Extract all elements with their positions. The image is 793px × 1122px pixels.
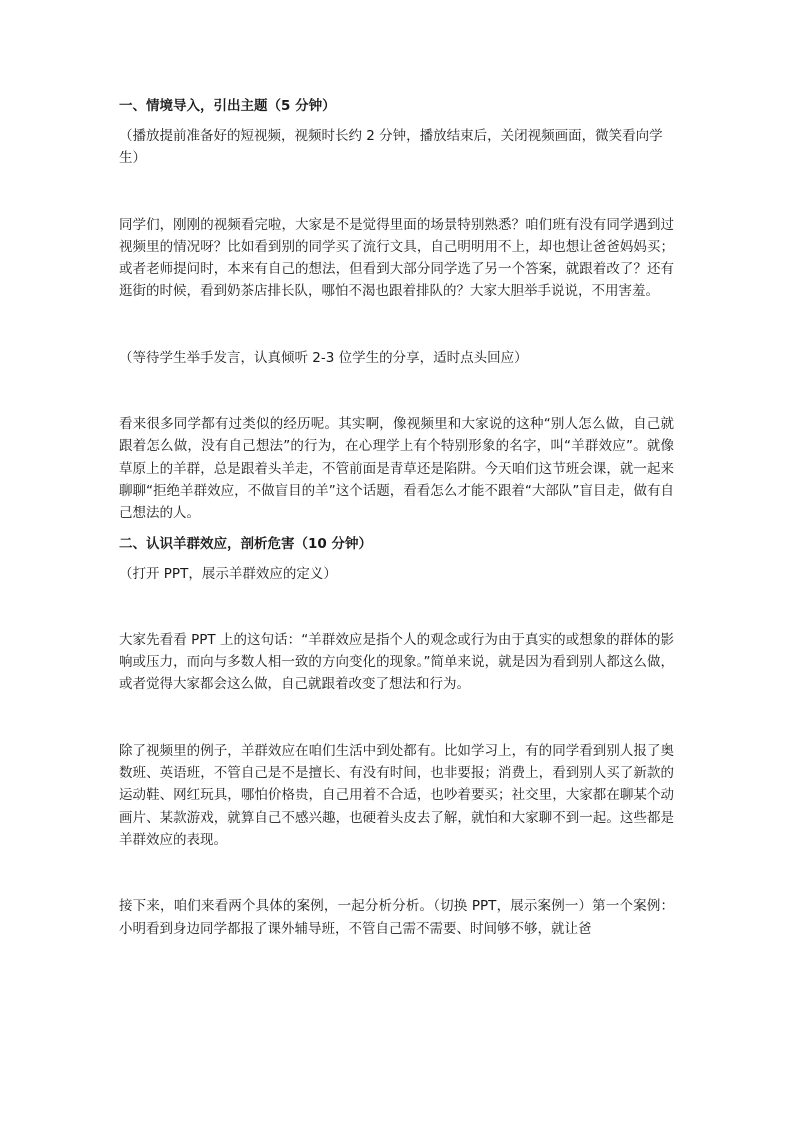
section-2-paragraph-2: 除了视频里的例子，羊群效应在咱们生活中到处都有。比如学习上，有的同学看到别人报了奥数班、英语班，不管自己是不是擅长、有没有时间，也非要报；消费上，看到别人买了新款的运动鞋、网红玩具，哪怕价格贵，自己用着不合适，也吵着要买；社交里，大家都在聊某个动画片、某款游戏，就算自己不感兴趣，也硬着头皮去了解，就怕和大家聊不到一起。这些都是羊群效应的表现。 (119, 742, 674, 848)
section-1-stage-note-1: （播放提前准备好的短视频，视频时长约 2 分钟，播放结束后，关闭视频画面，微笑看向学生） (119, 128, 663, 167)
section-1-stage-note-2: （等待学生举手发言，认真倾听 2-3 位学生的分享，适时点头回应） (119, 349, 528, 366)
section-2-paragraph-1: 大家先看看 PPT 上的这句话：“羊群效应是指个人的观念或行为由于真实的或想象的群体的影响或压力，而向与多数人相一致的方向变化的现象。”简单来说，就是因为看到别人都这么做，或者觉得大家都会这么做，自己就跟着改变了想法和行为。 (119, 631, 674, 693)
section-1-paragraph-2: 看来很多同学都有过类似的经历呢。其实啊，像视频里和大家说的这种“别人怎么做，自己就跟着怎么做，没有自己想法”的行为，在心理学上有个特别形象的名字，叫“羊群效应”。就像草原上的羊群，总是跟着头羊走，不管前面是青草还是陷阱。今天咱们这节班会课，就一起来聊聊“拒绝羊群效应，不做盲目的羊”这个话题，看看怎么才能不跟着“大部队”盲目走，做有自己想法的人。 (119, 416, 674, 522)
section-1-heading: 一、情境导入，引出主题（5 分钟） (119, 98, 336, 114)
section-2-stage-note-1: （打开 PPT，展示羊群效应的定义） (119, 565, 337, 582)
section-1-paragraph-1: 同学们，刚刚的视频看完啦，大家是不是觉得里面的场景特别熟悉？咱们班有没有同学遇到过视频里的情况呀？比如看到别的同学买了流行文具，自己明明用不上，却也想让爸爸妈妈买；或者老师提问时，本来有自己的想法，但看到大部分同学选了另一个答案，就跟着改了？还有逛街的时候，看到奶茶店排长队，哪怕不渴也跟着排队的？大家大胆举手说说，不用害羞。 (119, 216, 674, 300)
section-2-paragraph-3: 接下来，咱们来看两个具体的案例，一起分析分析。（切换 PPT，展示案例一）第一个案例：小明看到身边同学都报了课外辅导班，不管自己需不需要、时间够不够，就让爸 (119, 898, 674, 937)
section-2-heading: 二、认识羊群效应，剖析危害（10 分钟） (119, 535, 372, 552)
